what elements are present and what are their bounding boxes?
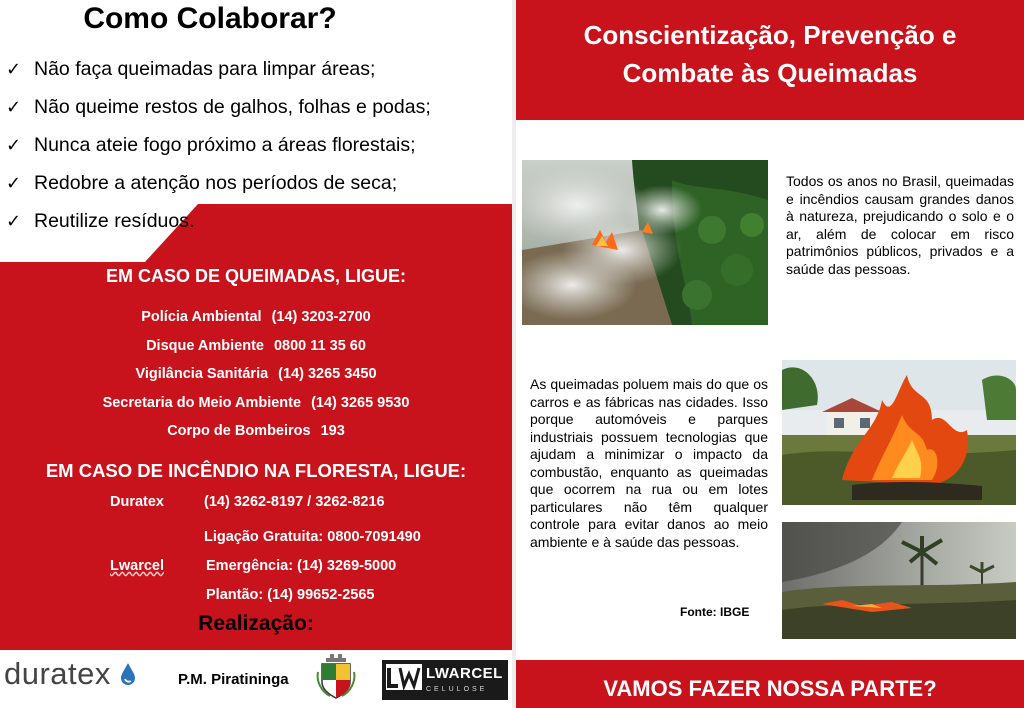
house-fire-photo	[782, 360, 1016, 505]
intro-paragraph: Todos os anos no Brasil, queimadas e incêndios causam grandes danos à natureza, prejudicando o solo e o ar, além de colocar em risco patrimônios públicos, privados e a saúde das pessoas.	[786, 173, 1014, 277]
ligacao-gratuita: Ligação Gratuita: 0800-7091490	[204, 529, 421, 545]
contact-phone: (14) 3265 9530	[311, 395, 410, 411]
contact-phone: 0800 11 35 60	[273, 338, 366, 354]
duratex-wordmark: duratex	[4, 656, 111, 691]
municipal-crest-icon	[316, 652, 356, 700]
tip-item	[6, 164, 431, 202]
contact-phone: (14) 3265 3450	[278, 366, 377, 382]
lwarcel-logo	[382, 660, 508, 700]
lwarcel-emergencia: Emergência: (14) 3269-5000	[206, 558, 397, 574]
duratex-phone: (14) 3262-8197 / 3262-8216	[204, 494, 385, 510]
lwarcel-subtitle: CELULOSE	[426, 686, 488, 693]
source-label: Fonte: IBGE	[680, 605, 750, 619]
tip-text: Não faça queimadas para limpar áreas;	[34, 57, 376, 80]
tip-item	[6, 126, 431, 164]
contact-row	[0, 338, 512, 354]
check-icon: ✓	[6, 96, 22, 117]
tip-text: Redobre a atenção nos períodos de seca;	[34, 171, 398, 194]
contact-row	[0, 423, 512, 439]
check-icon: ✓	[6, 172, 22, 193]
check-icon: ✓	[6, 210, 22, 231]
tip-item	[6, 50, 431, 88]
contact-name: Secretaria do Meio Ambiente	[102, 395, 302, 411]
tip-text: Nunca ateie fogo próximo a áreas florestais;	[34, 133, 416, 156]
contact-name: Polícia Ambiental	[141, 309, 262, 325]
lwarcel-name: Lwarcel	[110, 558, 164, 574]
footer-band: VAMOS FAZER NOSSA PARTE?	[516, 660, 1024, 708]
right-panel	[516, 0, 1024, 708]
header-band	[516, 0, 1024, 120]
forest-fire-aerial-photo	[522, 160, 768, 325]
duratex-logo	[4, 656, 136, 692]
como-colaborar-title: Como Colaborar?	[83, 2, 337, 35]
lwarcel-wordmark: LWARCEL	[426, 665, 503, 682]
lwarcel-plantao: Plantão: (14) 99652-2565	[206, 587, 375, 603]
pollution-paragraph: As queimadas poluem mais do que os carros e as fábricas nas cidades. Isso porque automóveis e parques industriais possuem tecnologias que ajudam a minimizar o impacto da combustão, enquanto as queimadas que ocorrem na rua ou em lotes particulares não têm qualquer controle para evitar danos ao meio ambiente e à saúde das pessoas.	[530, 376, 768, 550]
main-title-line1: Conscientização, Prevenção e	[583, 20, 957, 50]
burn-heading: EM CASO DE QUEIMADAS, LIGUE:	[105, 266, 406, 286]
forest-heading: EM CASO DE INCÊNDIO NA FLORESTA, LIGUE:	[45, 460, 467, 481]
contact-phone: 193	[320, 423, 345, 439]
realizacao-label: Realização:	[198, 612, 314, 635]
tip-text: Não queime restos de galhos, folhas e podas;	[34, 95, 431, 118]
tips-list	[6, 50, 431, 240]
pm-piratininga: P.M. Piratininga	[178, 671, 289, 688]
tip-item	[6, 202, 431, 240]
sponsor-logos	[0, 650, 512, 708]
main-title-line2: Combate às Queimadas	[622, 58, 918, 88]
contact-row	[0, 366, 512, 382]
duratex-drop-icon	[120, 662, 136, 686]
check-icon: ✓	[6, 134, 22, 155]
lwarcel-logo-icon	[386, 664, 422, 690]
contact-row	[0, 395, 512, 411]
check-icon: ✓	[6, 58, 22, 79]
tip-item	[6, 88, 431, 126]
contact-row	[0, 309, 512, 325]
contact-phone: (14) 3203-2700	[271, 309, 371, 325]
field-smoke-photo	[782, 522, 1016, 639]
contact-name: Disque Ambiente	[146, 338, 264, 354]
contact-name: Corpo de Bombeiros	[167, 423, 311, 439]
contact-name: Vigilância Sanitária	[135, 366, 269, 382]
tip-text: Reutilize resíduos.	[34, 209, 195, 232]
duratex-name: Duratex	[110, 494, 164, 510]
